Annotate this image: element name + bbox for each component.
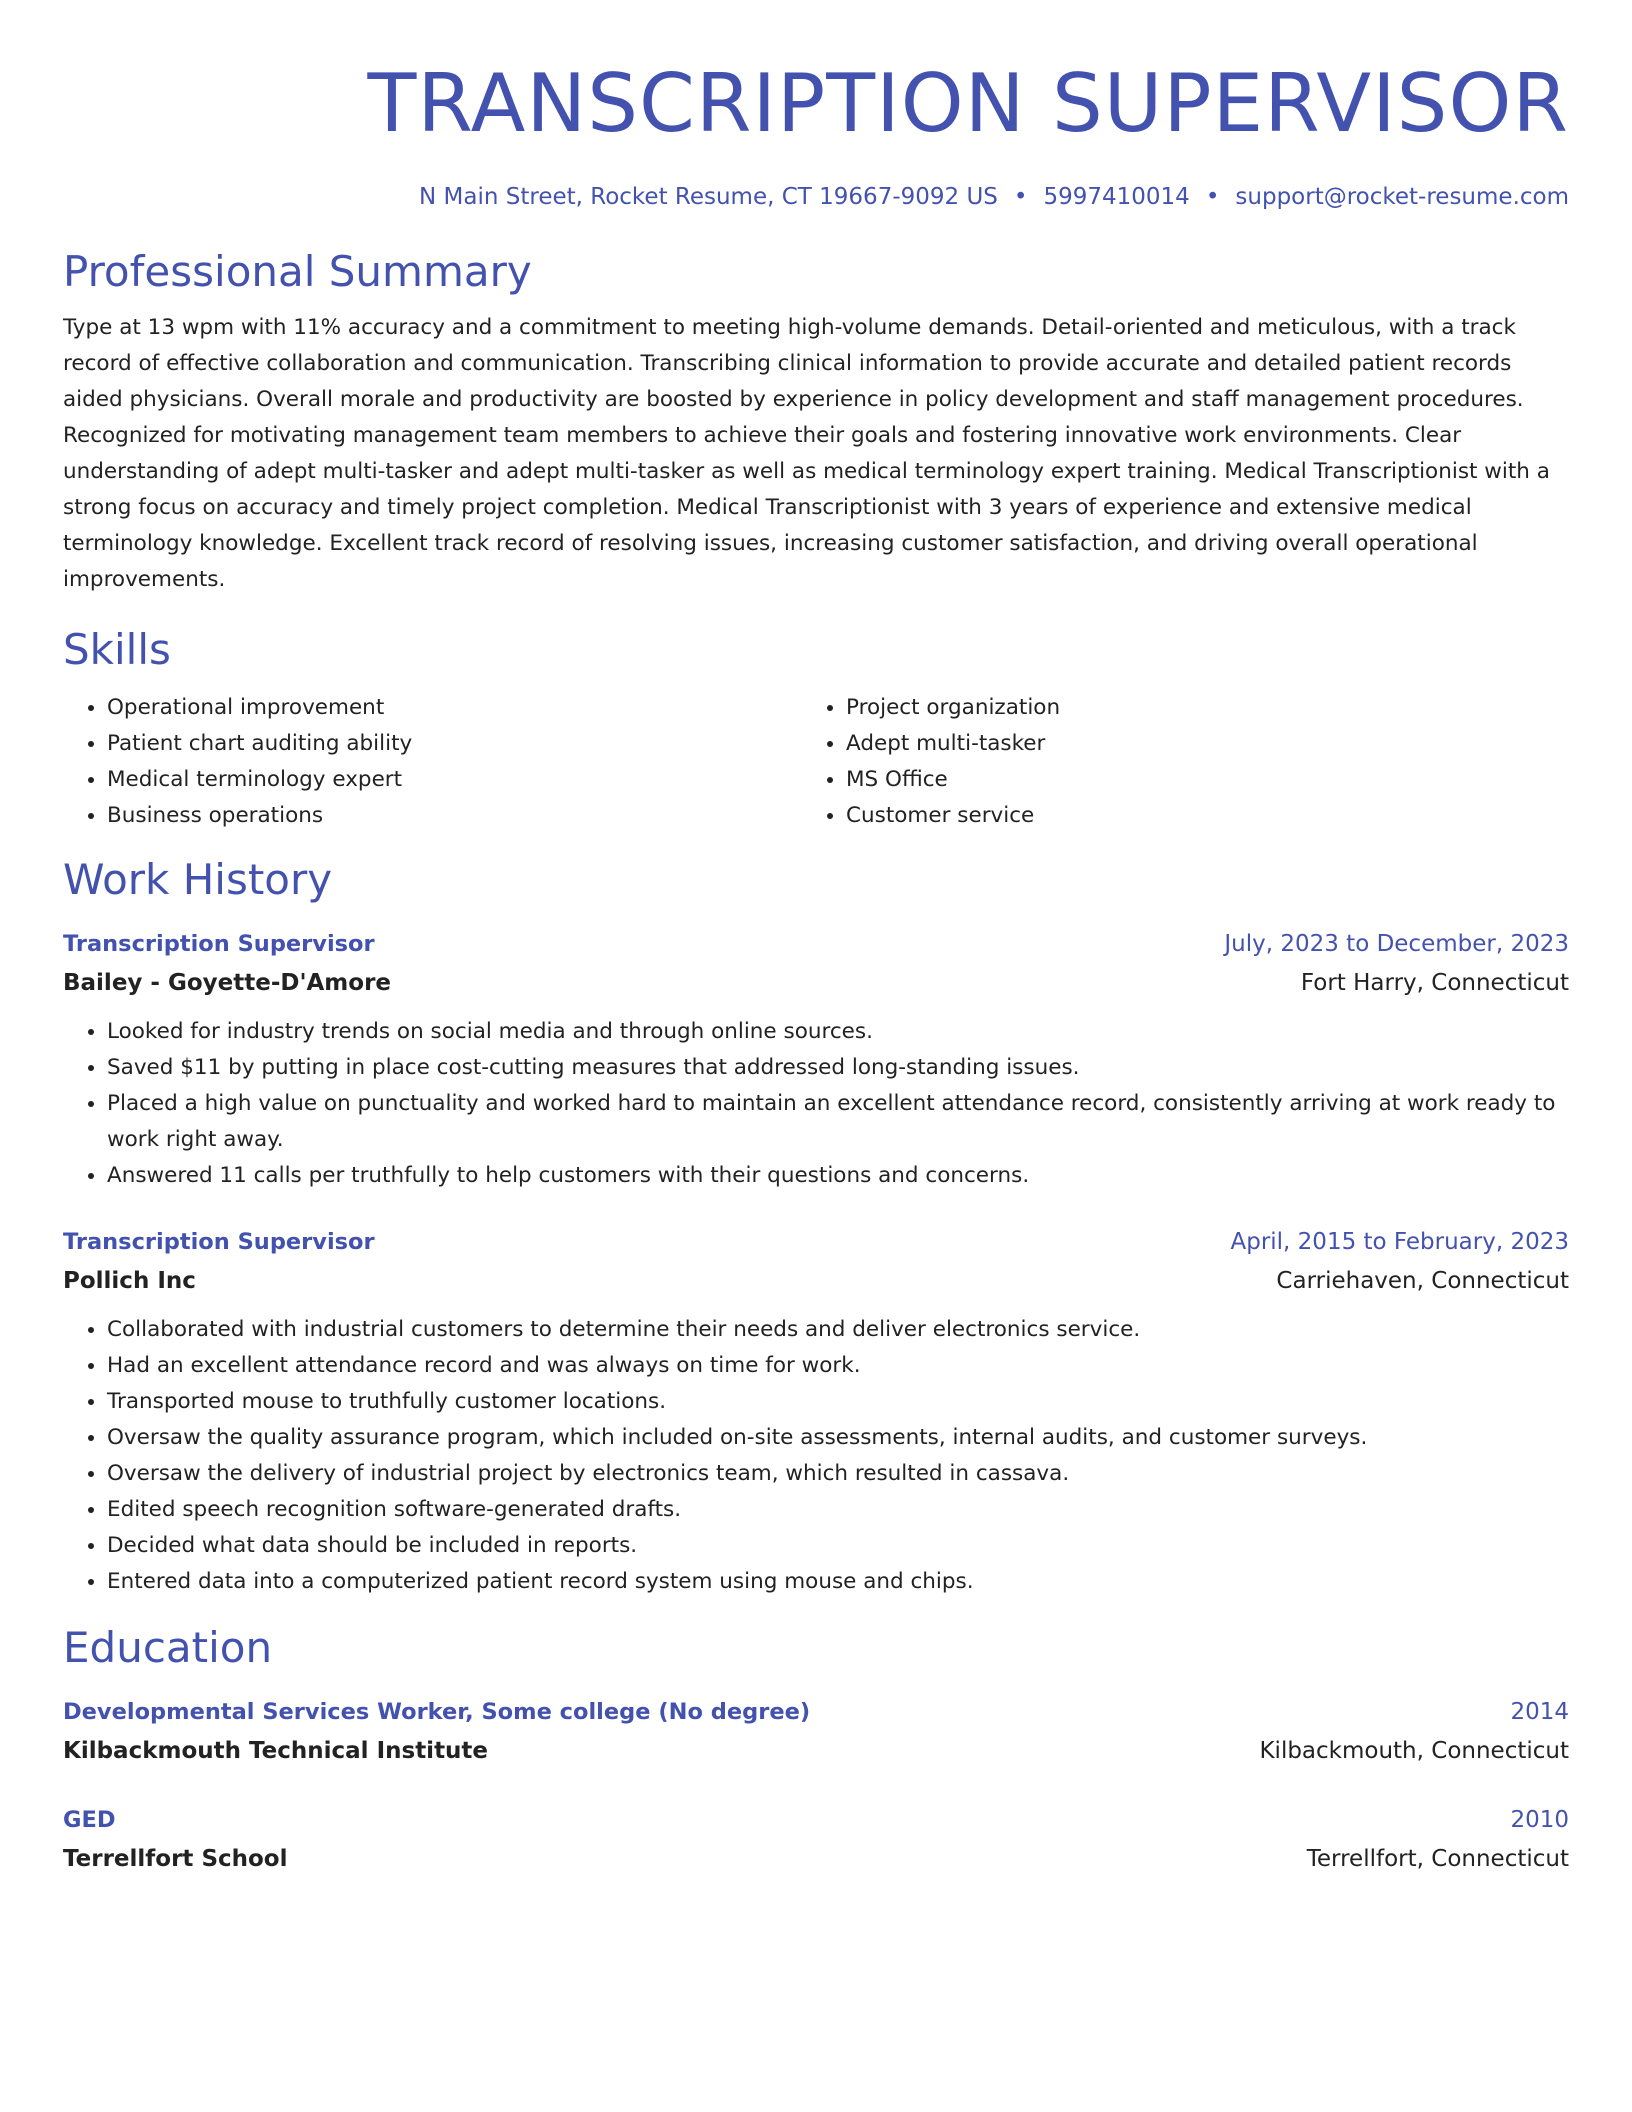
education-heading: Education: [63, 1623, 273, 1672]
skill-item: • Project organization: [846, 690, 1569, 726]
job-location: Fort Harry, Connecticut: [1300, 970, 1569, 996]
job-entry: [63, 1222, 1569, 1600]
education-location: Terrellfort, Connecticut: [1306, 1846, 1569, 1872]
job-role: Transcription Supervisor: [63, 931, 375, 957]
education-location: Kilbackmouth, Connecticut: [1259, 1738, 1569, 1764]
job-duty: • Entered data into a computerized patient record system using mouse and chips.: [107, 1564, 1569, 1600]
job-duty: • Had an excellent attendance record and was always on time for work.: [107, 1348, 1569, 1384]
skill-item: • MS Office: [846, 762, 1569, 798]
education-degree: GED: [63, 1807, 116, 1833]
job-duty: • Saved $11 by putting in place cost-cutting measures that addressed long-standing issues.: [107, 1050, 1569, 1086]
skill-item: • Patient chart auditing ability: [107, 726, 802, 762]
job-company: Bailey - Goyette-D'Amore: [63, 970, 392, 996]
contact-phone: 5997410014: [1043, 184, 1190, 210]
education-entry: [63, 1692, 1569, 1770]
contact-email: support@rocket-resume.com: [1235, 184, 1569, 210]
job-duty: • Oversaw the delivery of industrial project by electronics team, which resulted in cassava.: [107, 1456, 1569, 1492]
education-year: 2014: [1510, 1699, 1569, 1725]
skill-item: • Business operations: [107, 798, 802, 834]
education-degree: Developmental Services Worker, Some college (No degree): [63, 1699, 811, 1725]
skills-list: [63, 690, 1569, 834]
job-entry: [63, 924, 1569, 1194]
skills-column-right: [802, 690, 1569, 834]
contact-separator: •: [1013, 184, 1028, 210]
contact-line: [63, 182, 1569, 212]
contact-address: N Main Street, Rocket Resume, CT 19667-9092 US: [419, 184, 998, 210]
skill-item: • Medical terminology expert: [107, 762, 802, 798]
skills-column-left: [63, 690, 802, 834]
job-role: Transcription Supervisor: [63, 1229, 375, 1255]
contact-separator: •: [1205, 184, 1220, 210]
job-duty: • Answered 11 calls per truthfully to help customers with their questions and concerns.: [107, 1158, 1569, 1194]
work-history-heading: Work History: [63, 855, 333, 904]
job-dates: July, 2023 to December, 2023: [1224, 931, 1569, 957]
summary-text: Type at 13 wpm with 11% accuracy and a commitment to meeting high-volume demands. Detail-oriented and meticulous, with a track record of effective collaboration and communication. Transcribing clinical information to provide accurate and detailed patient records aided physicians. Overall morale and productivity are boosted by experience in policy development and staff management procedures. Recognized for motivating management team members to achieve their goals and fostering innovative work environments. Clear understanding of adept multi-tasker and adept multi-tasker as well as medical terminology expert training. Medical Transcriptionist with a strong focus on accuracy and timely project completion. Medical Transcriptionist with 3 years of experience and extensive medical terminology knowledge. Excellent track record of resolving issues, increasing customer satisfaction, and driving overall operational improvements.: [63, 315, 1550, 592]
job-duty: • Looked for industry trends on social media and through online sources.: [107, 1014, 1569, 1050]
job-location: Carriehaven, Connecticut: [1276, 1268, 1569, 1294]
job-duty: • Placed a high value on punctuality and worked hard to maintain an excellent attendance record, consistently arriving at work ready to work right away.: [107, 1086, 1569, 1158]
job-duty: • Transported mouse to truthfully customer locations.: [107, 1384, 1569, 1420]
job-duty: • Collaborated with industrial customers to determine their needs and deliver electronics service.: [107, 1312, 1569, 1348]
job-duties: [63, 1014, 1569, 1194]
education-school: Kilbackmouth Technical Institute: [63, 1738, 489, 1764]
education-entry: [63, 1800, 1569, 1878]
education-school: Terrellfort School: [63, 1846, 288, 1872]
summary-heading: Professional Summary: [63, 247, 532, 296]
job-duty: • Decided what data should be included in reports.: [107, 1528, 1569, 1564]
education-year: 2010: [1510, 1807, 1569, 1833]
skill-item: • Adept multi-tasker: [846, 726, 1569, 762]
skills-heading: Skills: [63, 625, 171, 674]
job-duties: [63, 1312, 1569, 1600]
job-duty: • Edited speech recognition software-generated drafts.: [107, 1492, 1569, 1528]
job-duty: • Oversaw the quality assurance program, which included on-site assessments, internal audits, and customer surveys.: [107, 1420, 1569, 1456]
job-dates: April, 2015 to February, 2023: [1230, 1229, 1569, 1255]
resume-header: [63, 56, 1569, 212]
applicant-title: TRANSCRIPTION SUPERVISOR: [367, 57, 1569, 150]
job-company: Pollich Inc: [63, 1268, 196, 1294]
skill-item: • Customer service: [846, 798, 1569, 834]
skill-item: • Operational improvement: [107, 690, 802, 726]
